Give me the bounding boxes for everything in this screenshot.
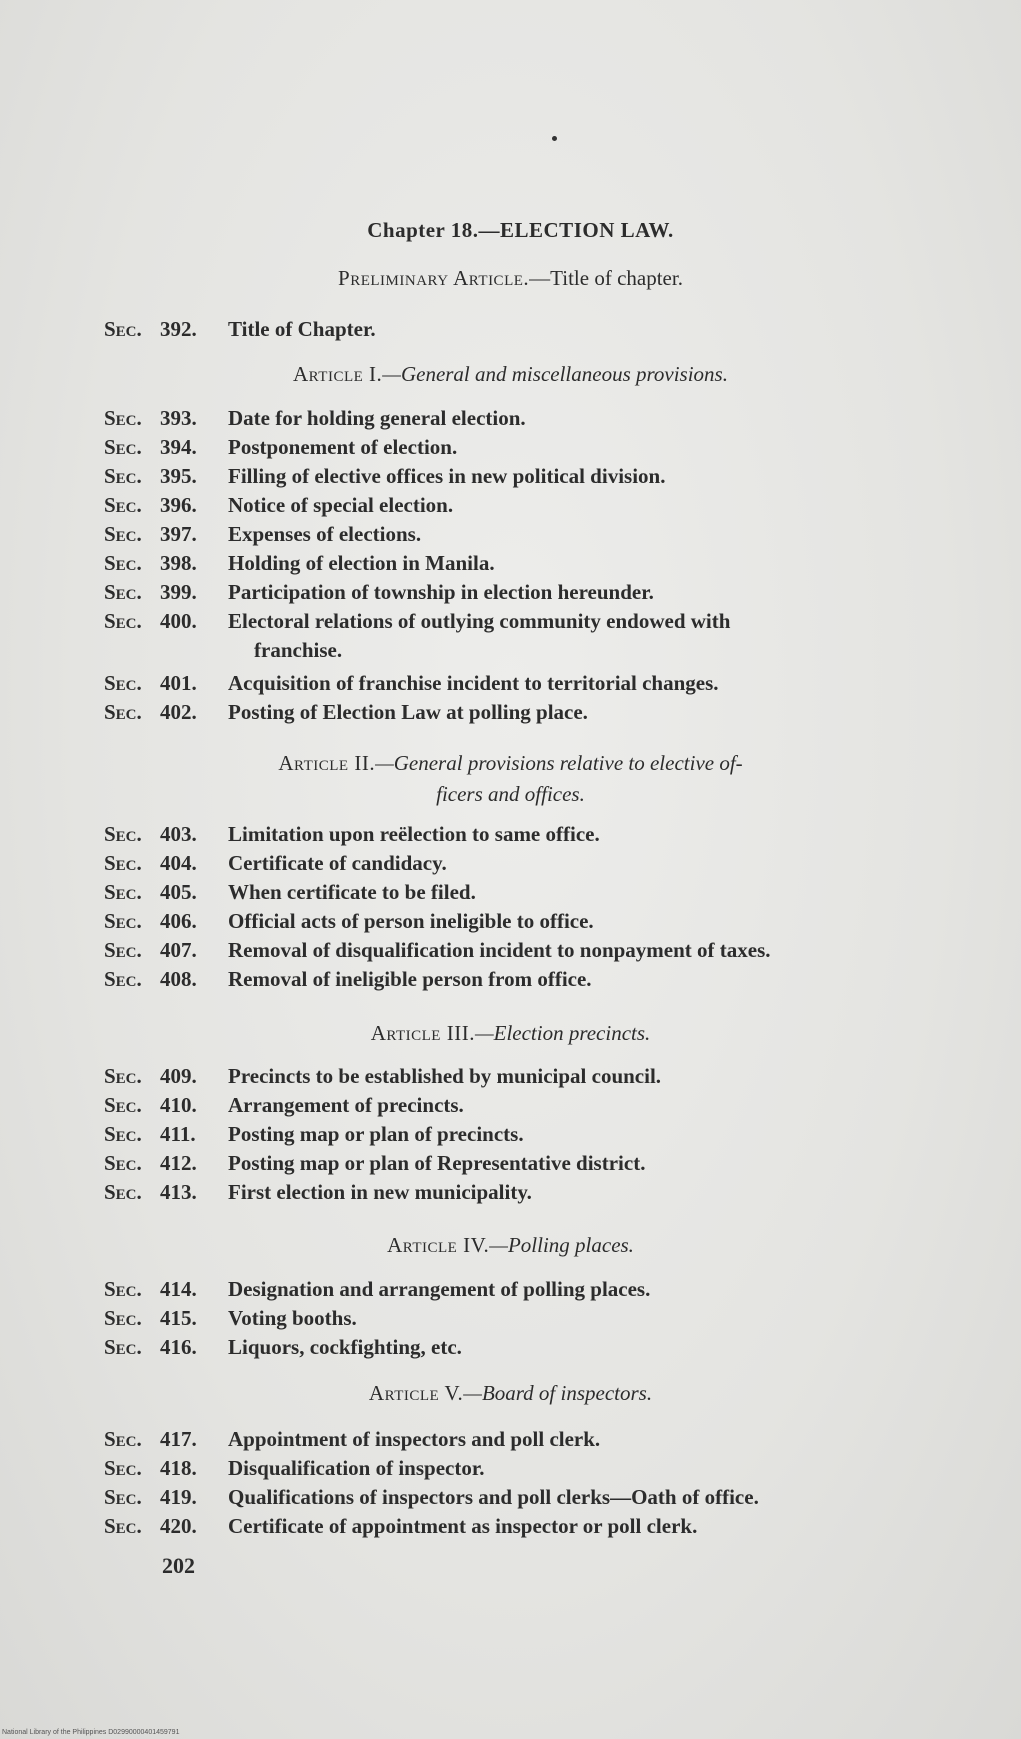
list-item: Sec. 399. Participation of township in election hereunder. <box>104 580 654 604</box>
chapter-title: Chapter 18.—ELECTION LAW. <box>367 218 674 242</box>
list-item: Sec. 409. Precincts to be established by municipal council. <box>104 1064 662 1088</box>
list-item: Sec. 413. First election in new municipality. <box>104 1180 532 1204</box>
page-number: 202 <box>162 1553 195 1578</box>
list-item: Sec. 414. Designation and arrangement of polling places. <box>104 1277 651 1301</box>
list-item: Sec. 411. Posting map or plan of precincts. <box>104 1122 524 1146</box>
list-item: Sec. 410. Arrangement of precincts. <box>104 1093 464 1117</box>
list-item: Sec. 396. Notice of special election. <box>104 493 454 517</box>
list-item: Sec. 400. Electoral relations of outlying community endowed with franchise. <box>104 609 731 662</box>
list-item: Sec. 405. When certificate to be filed. <box>104 880 476 904</box>
ink-dot <box>552 136 557 141</box>
list-item: Sec. 404. Certificate of candidacy. <box>104 851 447 875</box>
list-item: Sec. 392. Title of Chapter. <box>104 317 376 341</box>
list-item: Sec. 402. Posting of Election Law at polling place. <box>104 700 588 724</box>
list-item: Sec. 397. Expenses of elections. <box>104 522 422 546</box>
list-item: Sec. 418. Disqualification of inspector. <box>104 1456 485 1480</box>
list-item: Sec. 420. Certificate of appointment as inspector or poll clerk. <box>104 1514 698 1538</box>
heading-article-2: Article II.—General provisions relative to elective of- ficers and offices. <box>278 751 743 806</box>
list-item: Sec. 407. Removal of disqualification incident to nonpayment of taxes. <box>104 938 771 962</box>
list-item: Sec. 406. Official acts of person ineligible to office. <box>104 909 594 933</box>
heading-article-5: Article V.—Board of inspectors. <box>368 1381 653 1405</box>
heading-article-1: Article I.—General and miscellaneous provisions. <box>293 362 728 386</box>
list-item: Sec. 415. Voting booths. <box>104 1306 357 1330</box>
heading-article-3: Article III.—Election precincts. <box>370 1021 651 1045</box>
list-item: Sec. 403. Limitation upon reëlection to same office. <box>104 822 600 846</box>
list-item: Sec. 401. Acquisition of franchise incident to territorial changes. <box>104 671 719 695</box>
list-item: Sec. 394. Postponement of election. <box>104 435 458 459</box>
list-item: Sec. 408. Removal of ineligible person from office. <box>104 967 592 991</box>
heading-preliminary: Preliminary Article.—Title of chapter. <box>338 266 683 290</box>
heading-article-4: Article IV.—Polling places. <box>387 1233 634 1257</box>
list-item: Sec. 393. Date for holding general election. <box>104 406 526 430</box>
list-item: Sec. 395. Filling of elective offices in new political division. <box>104 464 666 488</box>
list-item: Sec. 398. Holding of election in Manila. <box>104 551 495 575</box>
list-item: Sec. 412. Posting map or plan of Representative district. <box>104 1151 646 1175</box>
footer-watermark: National Library of the Philippines D02990000401459791 <box>2 1729 180 1736</box>
list-item: Sec. 417. Appointment of inspectors and poll clerk. <box>104 1427 601 1451</box>
list-item: Sec. 419. Qualifications of inspectors and poll clerks—Oath of office. <box>104 1485 759 1509</box>
list-item: Sec. 416. Liquors, cockfighting, etc. <box>104 1335 462 1359</box>
